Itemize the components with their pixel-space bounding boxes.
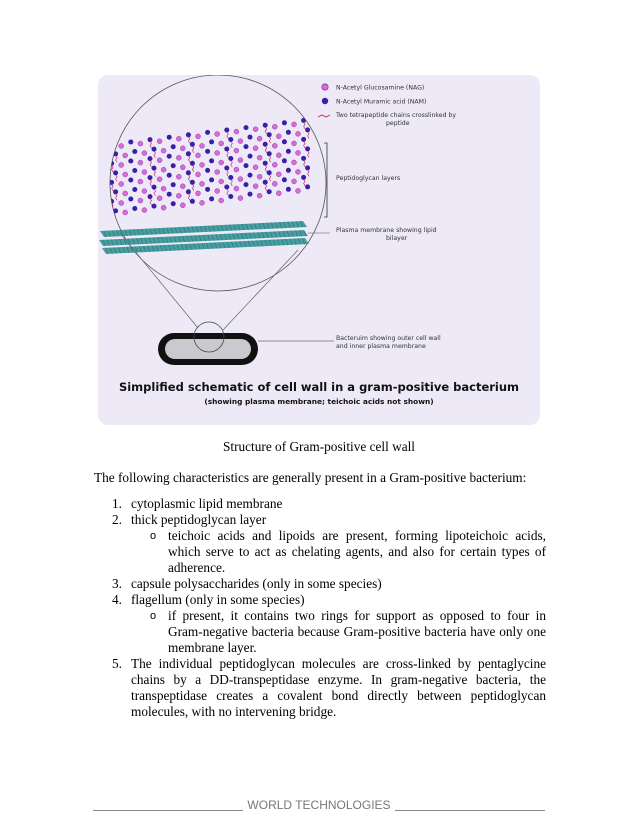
bacterium-shape <box>158 333 258 365</box>
nam-molecule <box>305 127 310 132</box>
peptide-crosslink <box>112 146 114 153</box>
nam-molecule <box>248 154 253 159</box>
nam-molecule <box>205 168 210 173</box>
legend-nam: N-Acetyl Muramic acid (NAM) <box>336 98 427 106</box>
peptide-crosslink <box>304 122 306 128</box>
nam-molecule <box>301 156 306 161</box>
list-item-text: capsule polysaccharides (only in some species) <box>131 576 382 591</box>
nam-molecule <box>228 175 233 180</box>
nam-molecule <box>228 156 233 161</box>
peptide-crosslink <box>112 184 114 191</box>
nag-molecule <box>234 167 239 172</box>
sub-list-item <box>94 528 546 576</box>
peptide-crosslink <box>154 151 156 158</box>
sub-list-item <box>94 608 546 656</box>
nag-molecule <box>238 139 243 144</box>
nag-molecule <box>138 141 143 146</box>
nam-molecule <box>301 175 306 180</box>
nam-molecule <box>190 180 195 185</box>
nag-molecule <box>104 212 109 217</box>
peptide-crosslink <box>112 165 114 172</box>
nam-molecule <box>171 144 176 149</box>
nag-molecule <box>100 203 105 208</box>
label-membrane-line2: bilayer <box>386 235 408 242</box>
nam-molecule <box>128 178 133 183</box>
peptide-crosslink <box>227 151 229 158</box>
nag-molecule <box>142 189 147 194</box>
peptide-crosslink <box>269 156 271 163</box>
intro-paragraph: The following characteristics are generally present in a Gram-positive bacterium: <box>94 470 527 485</box>
figure-panel <box>98 75 540 425</box>
nag-molecule <box>200 200 205 205</box>
nag-molecule <box>157 158 162 163</box>
nam-molecule <box>224 166 229 171</box>
peptide-crosslink <box>116 156 118 163</box>
nag-molecule <box>138 198 143 203</box>
footer-text-wrap <box>93 798 545 812</box>
peptide-crosslink <box>150 199 152 206</box>
nag-molecule <box>176 193 181 198</box>
nag-molecule <box>219 141 224 146</box>
nam-molecule <box>263 161 268 166</box>
peptide-crosslink <box>269 137 271 144</box>
nam-molecule <box>186 151 191 156</box>
nam-molecule <box>152 166 157 171</box>
peptide-crosslink <box>227 189 229 196</box>
nam-molecule <box>109 142 114 147</box>
peptide-crosslink <box>265 127 267 134</box>
nag-molecule <box>238 196 243 201</box>
list-item <box>94 496 546 512</box>
nam-molecule <box>132 149 137 154</box>
peptide-crosslink <box>304 179 306 186</box>
nag-molecule <box>180 146 185 151</box>
nam-molecule <box>282 177 287 182</box>
nam-molecule <box>167 173 172 178</box>
nam-molecule <box>286 149 291 154</box>
nag-molecule <box>296 131 301 136</box>
peptide-crosslink <box>188 156 190 163</box>
nag-molecule <box>238 158 243 163</box>
peptide-crosslink <box>192 165 194 172</box>
nam-molecule <box>305 165 310 170</box>
nag-molecule <box>253 165 258 170</box>
peptide-crosslink <box>231 142 233 149</box>
nag-molecule <box>100 184 105 189</box>
nag-molecule <box>161 186 166 191</box>
nag-molecule <box>104 174 109 179</box>
nag-molecule <box>157 196 162 201</box>
nam-molecule <box>148 194 153 199</box>
nam-molecule <box>148 175 153 180</box>
nag-molecule <box>257 136 262 141</box>
label-peptidoglycan: Peptidoglycan layers <box>336 175 401 182</box>
page-footer <box>93 799 545 813</box>
nag-molecule <box>123 191 128 196</box>
nam-molecule <box>167 154 172 159</box>
nam-molecule <box>190 199 195 204</box>
nam-molecule <box>190 142 195 147</box>
nam-molecule <box>209 196 214 201</box>
nag-molecule <box>142 208 147 213</box>
nam-molecule <box>186 132 191 137</box>
nag-molecule <box>276 191 281 196</box>
nag-molecule <box>119 201 124 206</box>
characteristics-list <box>94 496 546 720</box>
nam-molecule <box>286 187 291 192</box>
nam-molecule <box>224 147 229 152</box>
peptide-crosslink <box>231 161 233 168</box>
nag-molecule <box>176 136 181 141</box>
peptide-crosslink <box>265 165 267 172</box>
nam-molecule <box>209 139 214 144</box>
peptide-crosslink <box>150 161 152 168</box>
peptide-crosslink <box>304 141 306 148</box>
legend-nag: N-Acetyl Glucosamine (NAG) <box>336 84 425 92</box>
peptide-legend-icon <box>318 115 330 117</box>
nam-molecule <box>305 146 310 151</box>
nag-molecule <box>215 132 220 137</box>
nag-molecule <box>138 160 143 165</box>
sub-item-text: if present, it contains two rings for support as opposed to four in Gram-negative bacteria because Gram-positive bacteria have only one membrane layer. <box>168 608 546 655</box>
nag-molecule <box>161 205 166 210</box>
nag-molecule <box>296 169 301 174</box>
nam-molecule <box>244 125 249 130</box>
nag-molecule <box>123 172 128 177</box>
nag-molecule <box>296 150 301 155</box>
nam-molecule <box>132 206 137 211</box>
nam-molecule <box>267 170 272 175</box>
nag-molecule <box>257 193 262 198</box>
nam-legend-icon <box>322 98 328 104</box>
nam-molecule <box>305 184 310 189</box>
peptide-crosslink <box>188 175 190 182</box>
peptide-crosslink <box>308 151 310 158</box>
nag-molecule <box>142 170 147 175</box>
nag-molecule <box>272 124 277 129</box>
nag-molecule <box>215 170 220 175</box>
nag-molecule <box>119 163 124 168</box>
nam-molecule <box>282 120 287 125</box>
nam-molecule <box>224 185 229 190</box>
nag-molecule <box>142 151 147 156</box>
nag-molecule <box>123 153 128 158</box>
list-number: 5. <box>112 656 122 671</box>
label-bacterium-line2: and inner plasma membrane <box>336 343 426 350</box>
nag-molecule <box>196 134 201 139</box>
nam-molecule <box>267 132 272 137</box>
nam-molecule <box>286 168 291 173</box>
nam-molecule <box>228 137 233 142</box>
nam-molecule <box>148 137 153 142</box>
nam-molecule <box>128 159 133 164</box>
nam-molecule <box>167 135 172 140</box>
nag-molecule <box>253 146 258 151</box>
nag-molecule <box>253 127 258 132</box>
figure-title: Simplified schematic of cell wall in a gram-positive bacterium <box>118 380 520 394</box>
list-item <box>94 592 546 608</box>
peptide-crosslink <box>269 175 271 182</box>
nam-molecule <box>171 182 176 187</box>
peptide-crosslink <box>188 194 190 201</box>
nag-molecule <box>161 167 166 172</box>
nag-molecule <box>234 129 239 134</box>
label-bacterium-line1: Bacteruim showing outer cell wall <box>336 335 441 342</box>
nag-molecule <box>257 155 262 160</box>
list-item-text: flagellum (only in some species) <box>131 592 305 607</box>
nag-molecule <box>200 181 205 186</box>
nam-molecule <box>128 197 133 202</box>
list-number: 2. <box>112 512 122 527</box>
nag-molecule <box>234 148 239 153</box>
nam-molecule <box>228 194 233 199</box>
nam-molecule <box>244 182 249 187</box>
nam-molecule <box>244 144 249 149</box>
peptide-crosslink <box>265 146 267 153</box>
nag-legend-icon <box>322 84 328 90</box>
figure-subtitle: (showing plasma membrane; teichoic acids not shown) <box>204 397 434 406</box>
list-item-text: The individual peptidoglycan molecules are cross-linked by pentaglycine chains by a DD-transpeptidase enzyme. In gram-negative bacteria, the transpeptidase creates a covalent bond directly between peptidoglycan molecules, with no intervening bridge. <box>131 656 546 719</box>
nag-molecule <box>272 181 277 186</box>
nag-molecule <box>157 139 162 144</box>
nag-molecule <box>272 143 277 148</box>
nam-molecule <box>248 192 253 197</box>
list-number: 1. <box>112 496 122 511</box>
nam-molecule <box>128 140 133 145</box>
nam-molecule <box>209 177 214 182</box>
nag-molecule <box>123 210 128 215</box>
nag-molecule <box>100 146 105 151</box>
nam-molecule <box>132 168 137 173</box>
nag-molecule <box>157 177 162 182</box>
nag-molecule <box>119 182 124 187</box>
nam-molecule <box>205 149 210 154</box>
nam-molecule <box>148 156 153 161</box>
nam-molecule <box>282 139 287 144</box>
nag-molecule <box>176 155 181 160</box>
nag-molecule <box>219 198 224 203</box>
plasma-membrane-bilayer <box>99 221 309 254</box>
nag-molecule <box>276 134 281 139</box>
nag-molecule <box>296 188 301 193</box>
nam-molecule <box>171 201 176 206</box>
nam-molecule <box>186 170 191 175</box>
nam-molecule <box>263 142 268 147</box>
peptide-crosslink <box>150 180 152 187</box>
nag-molecule <box>219 160 224 165</box>
nag-molecule <box>180 184 185 189</box>
nam-molecule <box>186 189 191 194</box>
nam-molecule <box>248 173 253 178</box>
nag-molecule <box>200 143 205 148</box>
nam-molecule <box>301 137 306 142</box>
nam-molecule <box>263 123 268 128</box>
nag-molecule <box>276 172 281 177</box>
nag-molecule <box>104 193 109 198</box>
nam-molecule <box>267 151 272 156</box>
list-item <box>94 656 546 720</box>
nag-molecule <box>161 148 166 153</box>
nag-molecule <box>292 179 297 184</box>
label-membrane-line1: Plasma membrane showing lipid <box>336 227 437 234</box>
peptide-crosslink <box>154 189 156 196</box>
nag-molecule <box>292 160 297 165</box>
nag-molecule <box>292 141 297 146</box>
nag-molecule <box>196 191 201 196</box>
nag-molecule <box>257 174 262 179</box>
list-item-text: cytoplasmic lipid membrane <box>131 496 283 511</box>
peptide-crosslink <box>192 184 194 191</box>
peptide-crosslink <box>304 160 306 167</box>
peptide-crosslink <box>231 180 233 187</box>
legend-peptide-line2: peptide <box>386 120 410 127</box>
cell-wall-diagram <box>98 75 540 425</box>
peptide-crosslink <box>150 142 152 149</box>
nag-molecule <box>292 122 297 127</box>
nag-molecule <box>104 155 109 160</box>
nag-molecule <box>119 144 124 149</box>
nam-molecule <box>205 187 210 192</box>
sub-bullet: o <box>150 530 157 542</box>
nam-molecule <box>152 185 157 190</box>
peptide-crosslink <box>116 194 118 201</box>
nam-molecule <box>190 161 195 166</box>
peptide-crosslink <box>265 184 267 191</box>
nag-molecule <box>196 153 201 158</box>
nag-molecule <box>253 184 258 189</box>
nag-molecule <box>180 165 185 170</box>
nag-molecule <box>272 162 277 167</box>
sub-bullet: o <box>150 610 157 622</box>
nam-molecule <box>113 189 118 194</box>
peptide-crosslink <box>308 170 310 177</box>
nam-molecule <box>209 158 214 163</box>
nam-molecule <box>113 170 118 175</box>
peptide-crosslink <box>308 132 310 139</box>
nag-molecule <box>176 174 181 179</box>
nag-molecule <box>215 189 220 194</box>
peptide-crosslink <box>116 175 118 182</box>
nam-molecule <box>286 130 291 135</box>
peptide-crosslink <box>227 170 229 177</box>
nam-molecule <box>152 204 157 209</box>
nam-molecule <box>171 163 176 168</box>
nam-molecule <box>167 192 172 197</box>
nag-molecule <box>100 165 105 170</box>
nag-molecule <box>219 179 224 184</box>
nam-molecule <box>244 163 249 168</box>
peptide-crosslink <box>188 137 190 144</box>
nam-molecule <box>205 130 210 135</box>
footer-text: WORLD TECHNOLOGIES <box>247 798 391 812</box>
figure-caption: Structure of Gram-positive cell wall <box>222 439 415 454</box>
nag-molecule <box>215 151 220 156</box>
list-item <box>94 512 546 528</box>
nag-molecule <box>276 153 281 158</box>
list-number: 3. <box>112 576 122 591</box>
nag-molecule <box>238 177 243 182</box>
peptide-crosslink <box>227 132 229 139</box>
nam-molecule <box>152 147 157 152</box>
peptidoglycan-layers <box>100 118 311 217</box>
nag-molecule <box>138 179 143 184</box>
nag-molecule <box>180 203 185 208</box>
list-number: 4. <box>112 592 122 607</box>
nam-molecule <box>263 180 268 185</box>
nam-molecule <box>248 135 253 140</box>
nag-molecule <box>200 162 205 167</box>
legend-peptide-line1: Two tetrapeptide chains crosslinked by <box>336 112 457 119</box>
nam-molecule <box>267 189 272 194</box>
sub-item-text: teichoic acids and lipoids are present, forming lipoteichoic acids, which serve to act as chelating agents, and also for certain types of adherence. <box>168 528 546 575</box>
nam-molecule <box>132 187 137 192</box>
nam-molecule <box>224 128 229 133</box>
list-item-text: thick peptidoglycan layer <box>131 512 267 527</box>
list-item <box>94 576 546 592</box>
nag-molecule <box>234 186 239 191</box>
peptide-crosslink <box>154 170 156 177</box>
nam-molecule <box>301 118 306 123</box>
peptide-crosslink <box>192 146 194 153</box>
nag-molecule <box>196 172 201 177</box>
nam-molecule <box>282 158 287 163</box>
peptidoglycan-bracket <box>324 143 327 217</box>
